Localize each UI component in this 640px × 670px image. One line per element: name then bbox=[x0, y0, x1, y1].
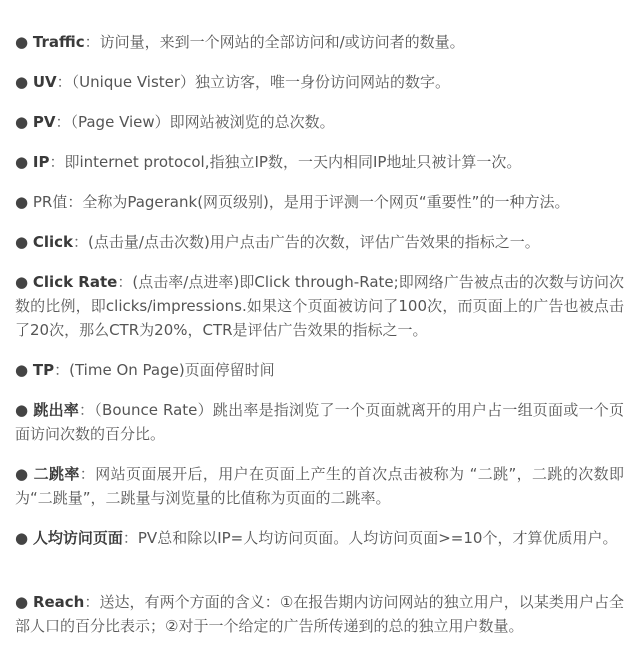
bullet-icon: ● bbox=[15, 33, 33, 51]
term-separator: ： bbox=[122, 529, 138, 547]
glossary-entry-uv bbox=[15, 70, 624, 94]
bullet-icon: ● bbox=[15, 193, 33, 211]
term-separator: ： bbox=[79, 401, 95, 419]
term-ip: IP bbox=[32, 153, 50, 171]
term-tp: TP bbox=[32, 361, 55, 379]
term-bounce-rate: 跳出率 bbox=[33, 401, 80, 419]
bullet-icon: ● bbox=[15, 233, 33, 251]
definition-bounce-rate: （Bounce Rate）跳出率是指浏览了一个页面就离开的用户占一组页面或一个页面访问次数的百分比。 bbox=[15, 401, 624, 443]
term-separator: ： bbox=[55, 113, 71, 131]
definition-ip: 即internet protocol,指独立IP数，一天内相同IP地址只被计算一次。 bbox=[64, 153, 522, 171]
term-uv: UV bbox=[32, 73, 57, 91]
glossary-entry-tp bbox=[15, 358, 624, 382]
glossary-entry-traffic bbox=[15, 30, 624, 54]
definition-traffic: 访问量，来到一个网站的全部访问和/或访问者的数量。 bbox=[99, 33, 465, 51]
glossary-entry-reach bbox=[15, 590, 624, 638]
definition-pv: （Page View）即网站被浏览的总次数。 bbox=[70, 113, 335, 131]
term-second-click-rate: 二跳率 bbox=[33, 465, 80, 483]
definition-pr: PR值：全称为Pagerank(网页级别)，是用于评测一个网页“重要性”的一种方法。 bbox=[32, 193, 570, 211]
term-reach: Reach bbox=[32, 593, 85, 611]
term-separator: ： bbox=[54, 361, 70, 379]
glossary-entry-second-click-rate bbox=[15, 462, 624, 510]
glossary-entry-click bbox=[15, 230, 624, 254]
term-click: Click bbox=[32, 233, 74, 251]
term-separator: ： bbox=[56, 73, 72, 91]
term-separator: ： bbox=[73, 233, 89, 251]
bullet-icon: ● bbox=[15, 401, 34, 419]
definition-click-rate: (点击率/点进率)即Click through-Rate;即网络广告被点击的次数与访问次数的比例，即clicks/impressions.如果这个页面被访问了100次，而页面上的广告也被点击了20次，那么CTR为20%，CTR是评估广告效果的指标之一。 bbox=[15, 273, 624, 339]
term-separator: ： bbox=[79, 465, 96, 483]
glossary-entry-pr bbox=[15, 190, 624, 214]
bullet-icon: ● bbox=[15, 361, 33, 379]
glossary-entry-pv bbox=[15, 110, 624, 134]
term-separator: ： bbox=[84, 593, 100, 611]
bullet-icon: ● bbox=[15, 73, 33, 91]
term-click-rate: Click Rate bbox=[32, 273, 118, 291]
glossary-entry-click-rate bbox=[15, 270, 624, 342]
term-separator: ： bbox=[117, 273, 133, 291]
definition-click: (点击量/点击次数)用户点击广告的次数，评估广告效果的指标之一。 bbox=[88, 233, 540, 251]
term-traffic: Traffic bbox=[32, 33, 85, 51]
bullet-icon: ● bbox=[15, 153, 33, 171]
term-pages-per-visitor: 人均访问页面 bbox=[32, 529, 123, 547]
bullet-icon: ● bbox=[15, 529, 33, 547]
bullet-icon: ● bbox=[15, 273, 33, 291]
bullet-icon: ● bbox=[15, 593, 33, 611]
definition-second-click-rate: 网站页面展开后，用户在页面上产生的首次点击被称为 “二跳”，二跳的次数即为“二跳量”，二跳量与浏览量的比值称为页面的二跳率。 bbox=[15, 465, 624, 507]
term-pv: PV bbox=[32, 113, 56, 131]
glossary-entry-bounce-rate bbox=[15, 398, 624, 446]
term-separator: ： bbox=[49, 153, 65, 171]
definition-uv: （Unique Vister）独立访客，唯一身份访问网站的数字。 bbox=[71, 73, 451, 91]
bullet-icon: ● bbox=[15, 113, 33, 131]
glossary-entry-pages-per-visitor bbox=[15, 526, 624, 550]
definition-tp: (Time On Page)页面停留时间 bbox=[69, 361, 275, 379]
definition-reach: 送达，有两个方面的含义：①在报告期内访问网站的独立用户，以某类用户占全部人口的百分比表示；②对于一个给定的广告所传递到的总的独立用户数量。 bbox=[15, 593, 625, 635]
definition-pages-per-visitor: PV总和除以IP=人均访问页面。人均访问页面>=10个，才算优质用户。 bbox=[137, 529, 618, 547]
bullet-icon: ● bbox=[15, 465, 34, 483]
term-separator: ： bbox=[84, 33, 100, 51]
glossary-entry-ip bbox=[15, 150, 624, 174]
